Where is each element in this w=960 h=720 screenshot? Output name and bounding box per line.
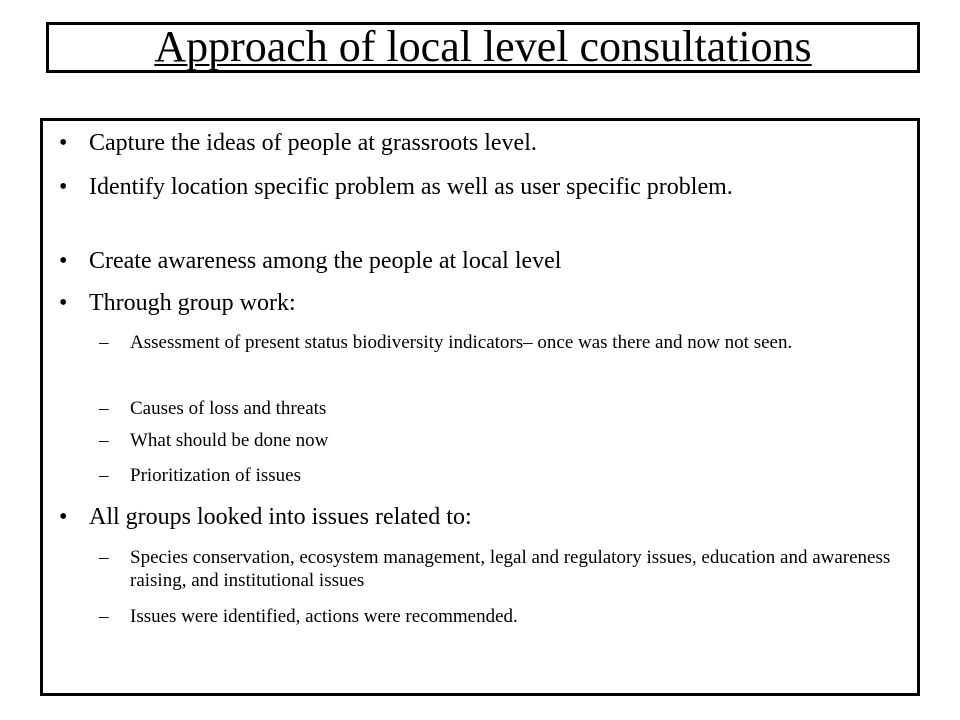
slide-title: Approach of local level consultations xyxy=(154,22,812,71)
bullet-text: Identify location specific problem as well as user specific problem. xyxy=(89,174,733,200)
sub-bullet-text: Causes of loss and threats xyxy=(130,398,327,419)
bullet-marker: • xyxy=(59,130,68,156)
bullet-text: Capture the ideas of people at grassroots level. xyxy=(89,130,537,156)
sub-bullet-marker: – xyxy=(99,547,109,568)
bullet-item xyxy=(43,173,917,202)
bullet-text: Through group work: xyxy=(89,290,296,316)
sub-bullet-text: What should be done now xyxy=(130,430,329,451)
sub-bullet-text: Species conservation, ecosystem management, legal and regulatory issues, education and awareness raising, and institutional issues xyxy=(130,547,891,591)
sub-bullet-text: Issues were identified, actions were recommended. xyxy=(130,606,518,627)
sub-bullet-item xyxy=(43,546,917,592)
bullet-item xyxy=(43,289,917,318)
bullet-item xyxy=(43,247,917,276)
sub-bullet-item xyxy=(43,605,917,628)
sub-bullet-marker: – xyxy=(99,430,109,451)
bullet-marker: • xyxy=(59,174,68,200)
slide-content-box xyxy=(40,118,920,696)
sub-bullet-marker: – xyxy=(99,332,109,353)
sub-bullet-marker: – xyxy=(99,465,109,486)
bullet-text: Create awareness among the people at local level xyxy=(89,248,562,274)
bullet-marker: • xyxy=(59,248,68,274)
sub-bullet-item xyxy=(43,429,917,452)
sub-bullet-item xyxy=(43,464,917,487)
sub-bullet-marker: – xyxy=(99,398,109,419)
sub-bullet-text: Assessment of present status biodiversity indicators– once was there and now not seen. xyxy=(130,332,793,353)
sub-bullet-marker: – xyxy=(99,606,109,627)
bullet-item xyxy=(43,129,917,158)
bullet-marker: • xyxy=(59,290,68,316)
bullet-marker: • xyxy=(59,504,68,530)
sub-bullet-item xyxy=(43,331,917,354)
sub-bullet-item xyxy=(43,397,917,420)
sub-bullet-text: Prioritization of issues xyxy=(130,465,301,486)
bullet-text: All groups looked into issues related to: xyxy=(89,504,472,530)
bullet-item xyxy=(43,503,917,532)
slide-title-box xyxy=(46,22,920,73)
